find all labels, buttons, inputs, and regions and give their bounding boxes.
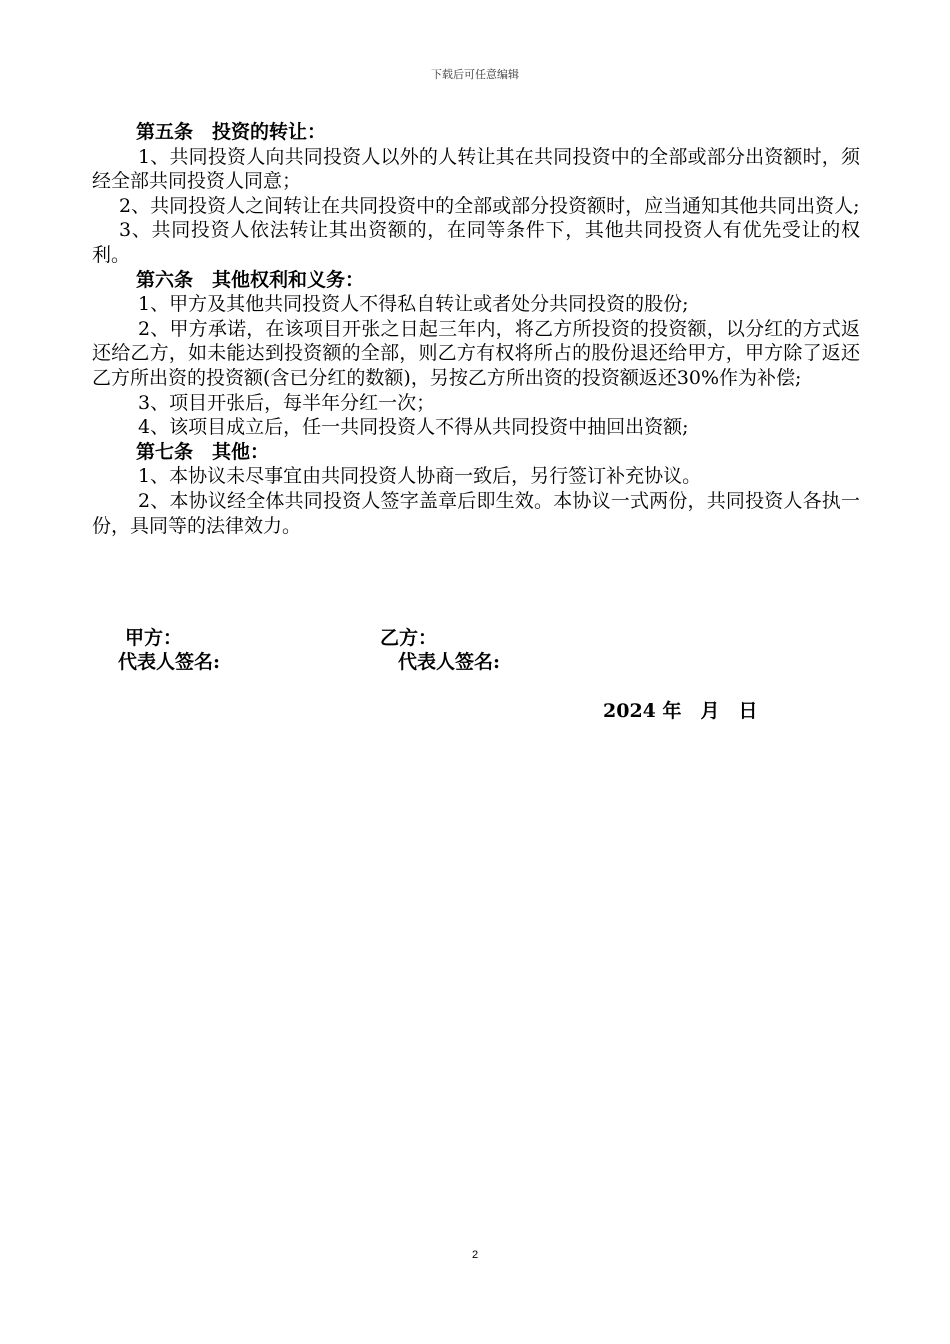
page-number: 2 xyxy=(471,1249,479,1261)
article-6-title: 第六条 其他权利和义务： xyxy=(136,268,365,291)
party-b-label: 乙方： xyxy=(380,627,438,649)
article-5-item-3: 3、共同投资人依法转让其出资额的，在同等条件下，其他共同投资人有优先受让的权利。 xyxy=(92,219,860,266)
party-b-signature-label: 代表人签名: xyxy=(398,651,501,673)
article-5-title: 第五条 投资的转让： xyxy=(136,121,327,143)
page-header: 下载后可任意编辑 xyxy=(431,68,519,81)
document-body xyxy=(92,120,860,538)
article-6-item-2: 2、甲方承诺，在该项目开张之日起三年内，将乙方所投资的投资额，以分红的方式返还给乙方，如未能达到投资额的全部，则乙方有权将所占的股份退还给甲方，甲方除了返还乙方所出资的投资额(含已分红的数额)，另按乙方所出资的投资额返还30%作为补偿; xyxy=(92,317,860,389)
party-a-label: 甲方： xyxy=(125,627,183,649)
article-6-item-4: 4、该项目成立后，任一共同投资人不得从共同投资中抽回出资额; xyxy=(138,416,689,439)
article-6-item-3: 3、项目开张后，每半年分红一次； xyxy=(138,391,436,414)
signing-date: 2024 年 月 日 xyxy=(603,700,758,722)
article-7-item-1: 1、本协议未尽事宜由共同投资人协商一致后，另行签订补充协议。 xyxy=(138,465,702,488)
article-7-title: 第七条 其他： xyxy=(136,440,270,463)
party-a-signature-label: 代表人签名: xyxy=(118,651,221,673)
article-5-item-2: 2、共同投资人之间转让在共同投资中的全部或部分投资额时，应当通知其他共同出资人; xyxy=(119,194,860,217)
article-6-item-1: 1、甲方及其他共同投资人不得私自转让或者处分共同投资的股份; xyxy=(138,293,689,316)
article-7-item-2: 2、本协议经全体共同投资人签字盖章后即生效。本协议一式两份，共同投资人各执一份，具同等的法律效力。 xyxy=(92,489,860,537)
article-5-item-1: 1、共同投资人向共同投资人以外的人转让其在共同投资中的全部或部分出资额时，须经全部共同投资人同意； xyxy=(92,145,860,193)
